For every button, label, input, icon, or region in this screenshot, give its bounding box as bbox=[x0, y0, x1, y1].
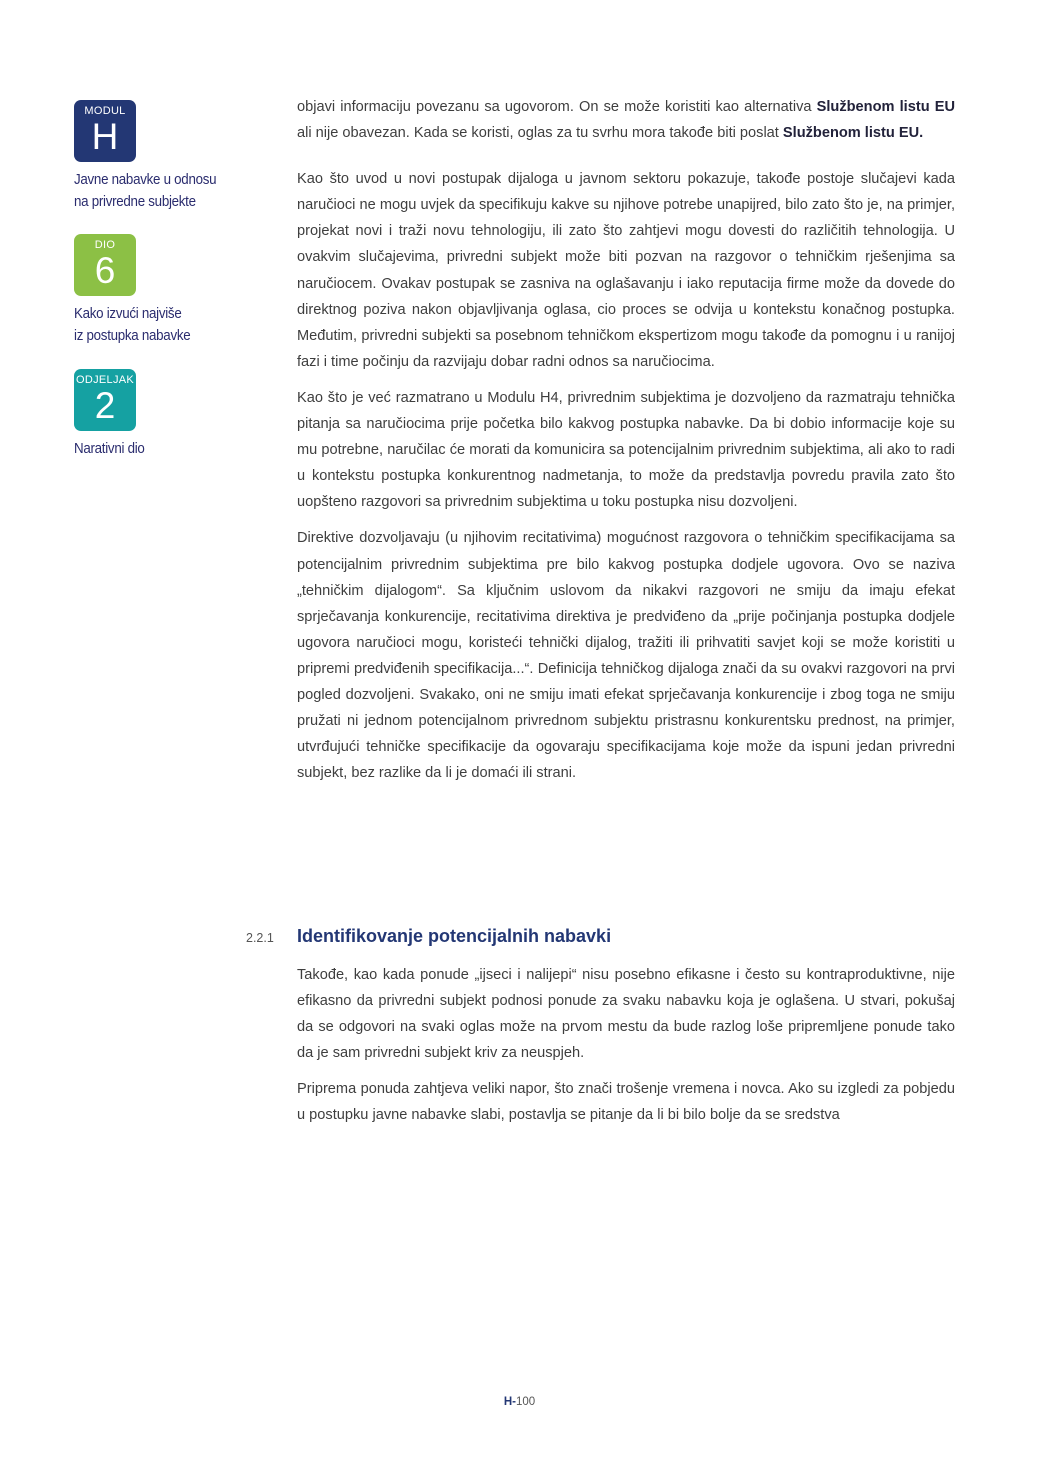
dio-number: 6 bbox=[94, 250, 116, 291]
paragraph-6: Priprema ponuda zahtjeva veliki napor, što znači trošenje vremena i novca. Ako su izgledi za pobjedu u postupku javne nabavke slabi, postavlja se pitanje da li bi bilo bolje da se sredstva bbox=[297, 1081, 955, 1124]
dio-label-line1: Kako izvući najviše bbox=[74, 306, 182, 322]
paragraph-4: Direktive dozvoljavaju (u njihovim recitativima) mogućnost razgovora o tehničkim specifikacijama sa potencijalnim privrednim subjektima pre bilo kakvog postupka dodjele ugovora. Ovo se naziva „tehničkim dijalogom“. Sa ključnim uslovom da nikakvi razgovori ne smiju da imaju efekat sprječavanja konkurencije, recitativima direktiva je predviđeno da „prije počinjanja postupka dodjele ugovora naručioci mogu, koristeći tehnički dijalog, tražiti ili prihvatiti savjet koji se može koristiti u pripremi predviđenih specifikacija...“. Definicija tehničkog dijaloga znači da su ovakvi razgovori na prvi pogled dozvoljeni. Svakako, oni ne smiju imati efekat sprječavanja konkurencije i zbog toga ne smiju pružati ni jednom potencijalnom privrednom subjektu pristrasnu konkurentsku prednost, na primjer, utvrđujući tehničke specifikacije da ogovaraju specifikacijama koje može da ispuni jedan privredni subjekt, bez razlike da li je domaći ili strani. bbox=[297, 530, 955, 782]
odjeljak-label-line1: Narativni dio bbox=[74, 441, 145, 457]
modul-badge bbox=[74, 100, 136, 162]
paragraph-5: Takođe, kao kada ponude „ijseci i nalijepi“ nisu posebno efikasne i često su kontraproduktivne, nije efikasno da privredni subjekt podnosi ponude za svaku nabavku koja je oglašena. U stvari, pokušaj da se odgovori na svaki oglas može na prvom mestu da bude razlog loše pripremljene ponude tako da je sam privredni subjekt kriv za neuspjeh. bbox=[297, 967, 955, 1062]
main-text bbox=[297, 94, 955, 786]
dio-caption: DIO bbox=[94, 239, 116, 251]
modul-label-line2: na privredne subjekte bbox=[74, 194, 196, 210]
main-text-2 bbox=[297, 962, 955, 1129]
modul-label bbox=[74, 169, 249, 213]
odjeljak-number: 2 bbox=[94, 385, 116, 426]
p1-text-c: ali nije obavezan. Kada se koristi, oglas za tu svrhu mora takođe biti poslat bbox=[297, 125, 783, 142]
paragraph-1 bbox=[297, 94, 955, 146]
odjeljak-caption: ODJELJAK bbox=[75, 374, 135, 386]
page-number bbox=[0, 1396, 1039, 1408]
page-prefix: H- bbox=[503, 1396, 516, 1408]
modul-letter: H bbox=[91, 116, 119, 157]
odjeljak-badge bbox=[74, 369, 136, 431]
modul-caption: MODUL bbox=[84, 105, 126, 117]
paragraph-2: Kao što uvod u novi postupak dijaloga u javnom sektoru pokazuje, takođe postoje slučajevi kada naručioci ne mogu uvjek da specifikuju kakve su njihove potrebe unapijred, bilo zato što je, na primjer, projekat novi i traži novu tehnologiju, ili zato što zahtjevi mogu dovesti do različitih tehnologija. U ovakvim slučajevima, privredni subjekt može biti pozvan na razgovor o tehničkim rješenjima sa naručiocem. Ovakav postupak se zasniva na oglašavanju i iako reputacija firme može da dovede do direktnog poziva nakon objavljivanja oglasa, cio proces se odvija u kontekstu konačnog postupka. Međutim, privredni subjekti sa posebnom tehničkom ekspertizom mogu takođe da pomognu i u ranijoj fazi i time počinju da razvijaju dobar radni odnos sa naručiocima. bbox=[297, 171, 955, 370]
sidebar bbox=[74, 100, 264, 460]
paragraph-3: Kao što je već razmatrano u Modulu H4, privrednim subjektima je dozvoljeno da razmatraju tehnička pitanja sa naručiocima prije početka bilo kakvog postupka nabavke. Da bi dobio informacije koje su mu potrebne, naručilac će morati da komunicira sa potencijalnim privrednim subjektima, ali ako to radi u kontekstu postupka konkurentnog nadmetanja, to može da predstavlja povredu pravila zato što uopšteno razgovori sa privrednim subjektima u toku postupka nisu dozvoljeni. bbox=[297, 389, 955, 511]
modul-label-line1: Javne nabavke u odnosu bbox=[74, 172, 217, 188]
dio-badge bbox=[74, 234, 136, 296]
page-num: 100 bbox=[515, 1396, 536, 1408]
p1-bold-1: Službenom listu EU bbox=[816, 99, 956, 115]
dio-label-line2: iz postupka nabavke bbox=[74, 328, 191, 344]
p1-bold-2: Službenom listu EU. bbox=[782, 125, 924, 142]
section-number: 2.2.1 bbox=[246, 931, 274, 945]
section-title: Identifikovanje potencijalnih nabavki bbox=[297, 926, 612, 946]
odjeljak-label bbox=[74, 438, 249, 460]
dio-label bbox=[74, 303, 249, 347]
p1-text-a: objavi informaciju povezanu sa ugovorom. On se može koristiti kao alternativa bbox=[297, 99, 817, 115]
